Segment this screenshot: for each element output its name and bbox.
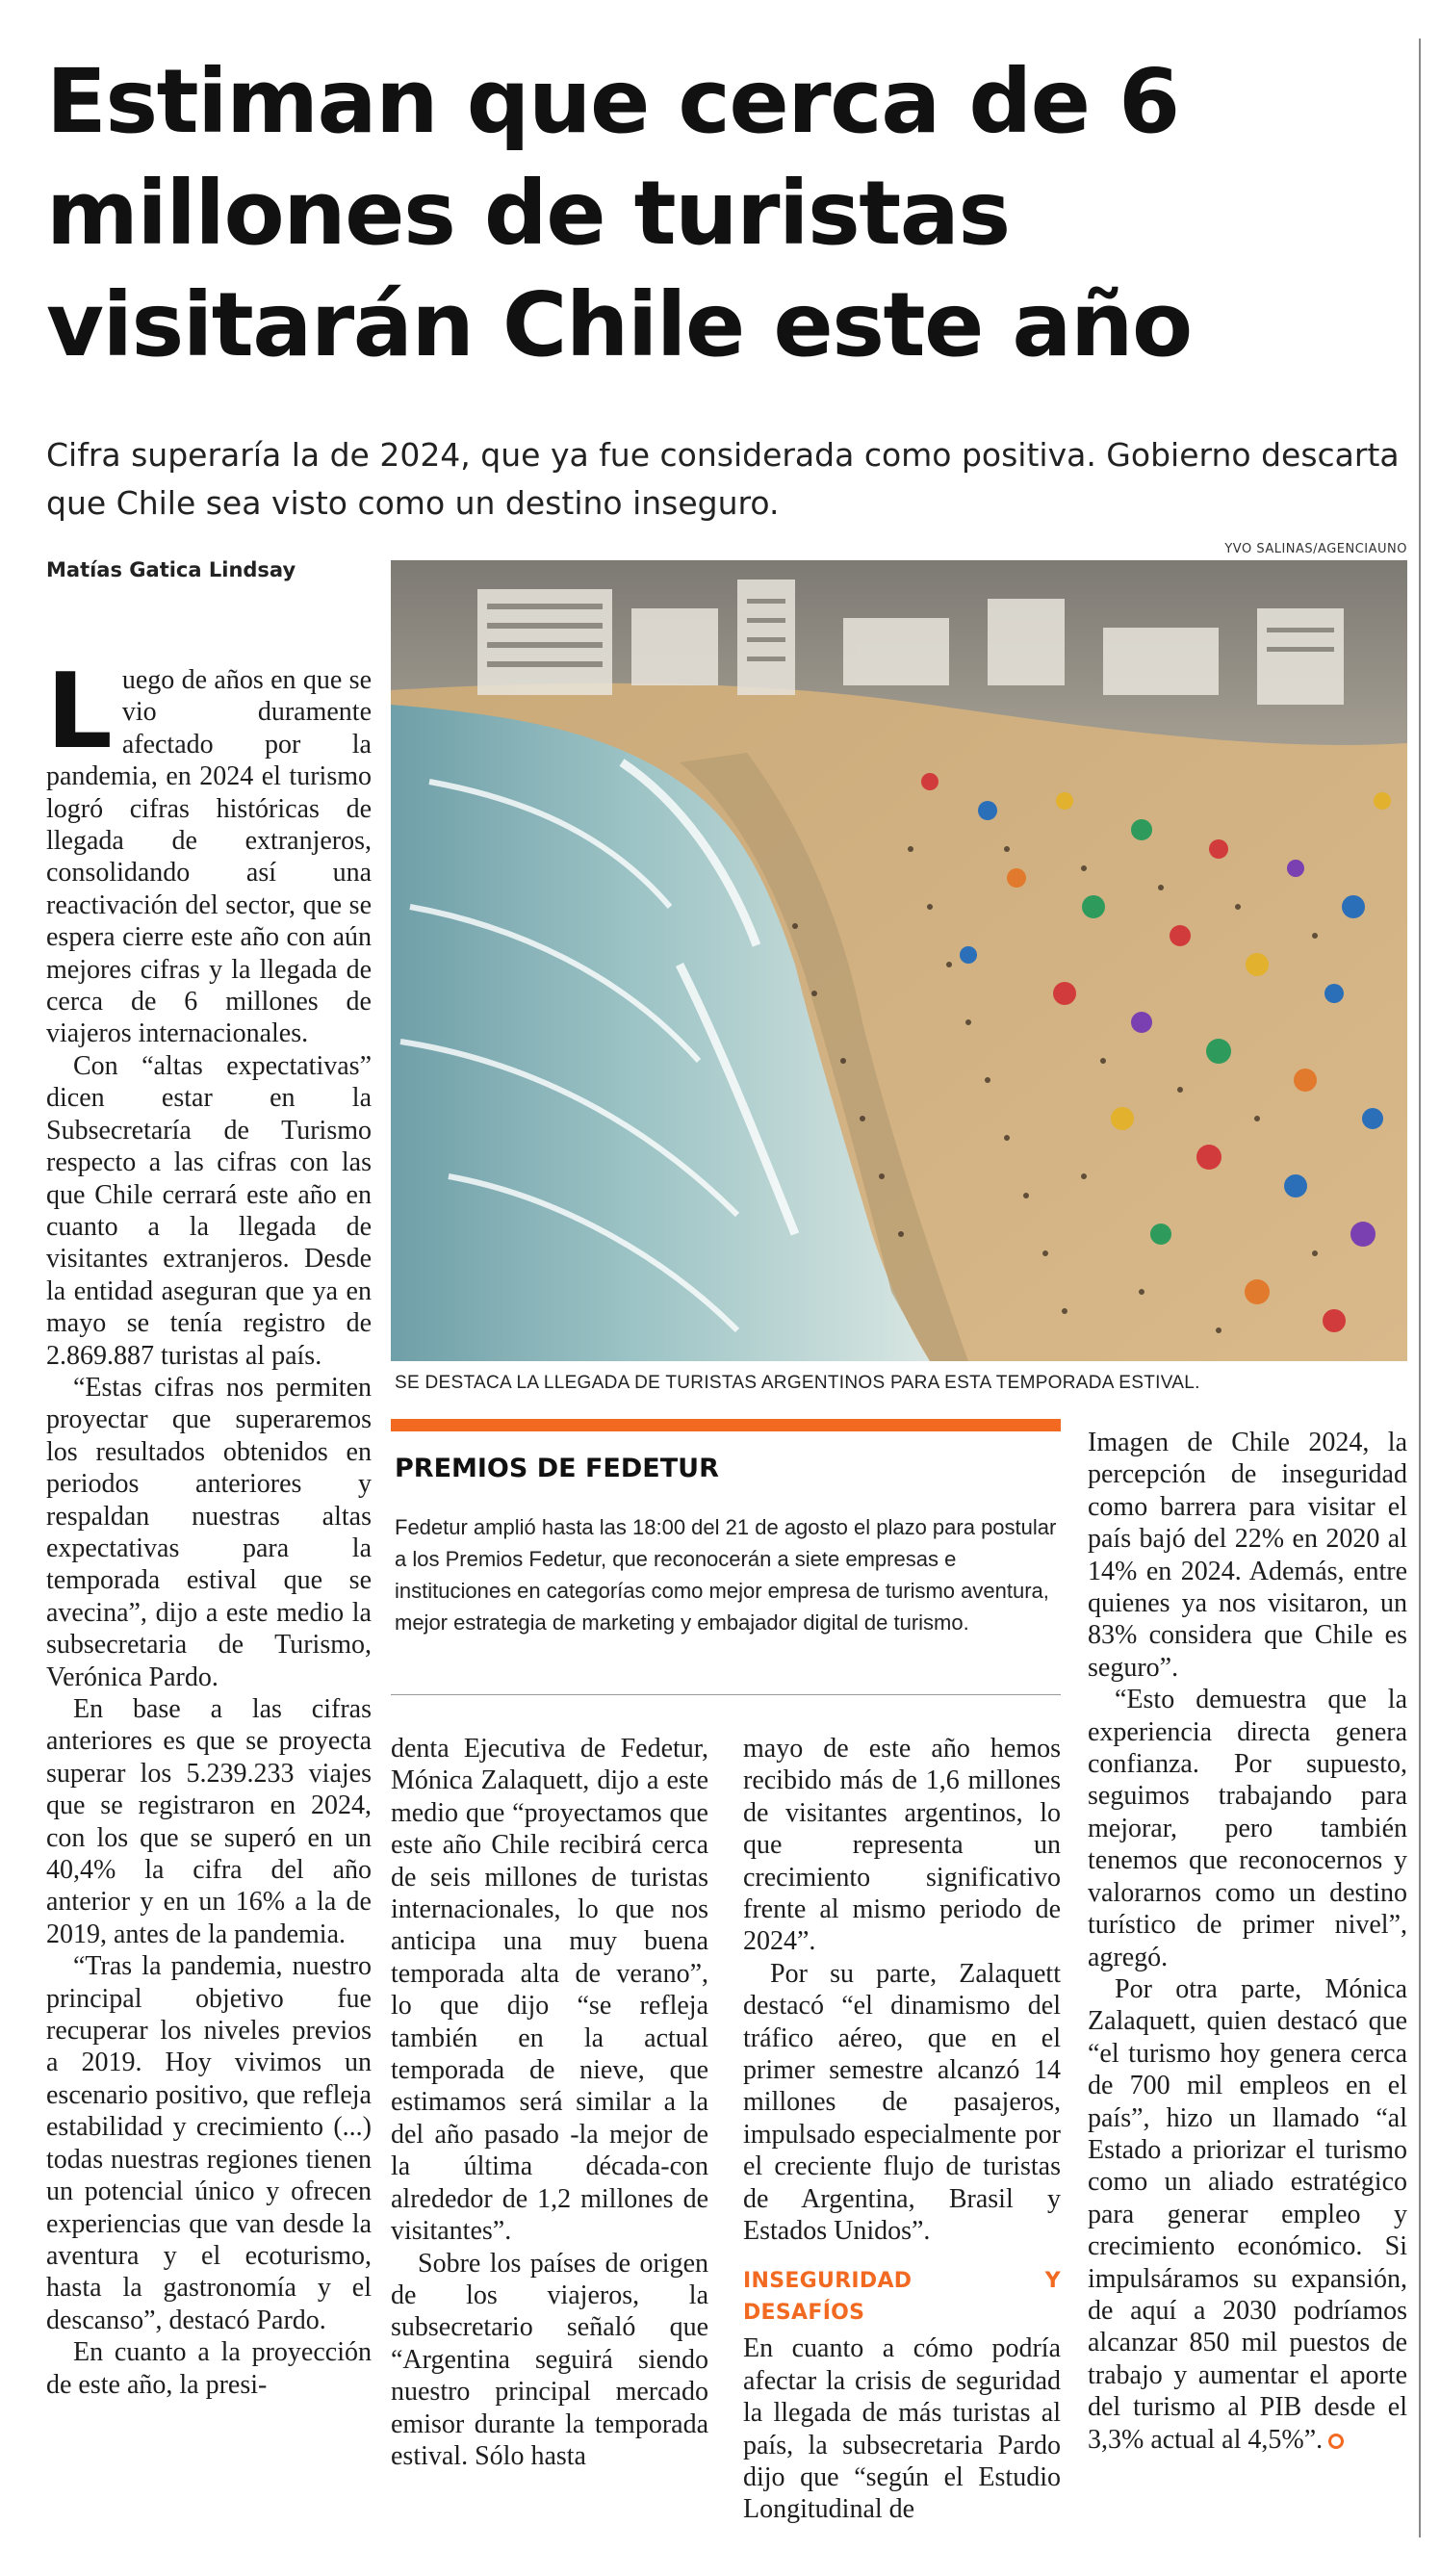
premios-fedetur-box bbox=[391, 1419, 1061, 1708]
headline: Estiman que cerca de 6 millones de turistas visitarán Chile este año bbox=[46, 50, 1192, 376]
photo-caption: SE DESTACA LA LLEGADA DE TURISTAS ARGENTINOS PARA ESTA TEMPORADA ESTIVAL. bbox=[395, 1373, 1200, 1393]
paragraph: “Tras la pandemia, nuestro principal objetivo fue recuperar los niveles previos a 2019. Hoy vivimos un escenario positivo, que refleja estabilidad y crecimiento (...) todas nuestras regiones tienen un potencial único y ofrecen experiencias que van desde la aventura y el ecoturismo, hasta la gastronomía y el descanso”, destacó Pardo. bbox=[46, 1951, 372, 2335]
beach-photo bbox=[391, 560, 1407, 1361]
paragraph: denta Ejecutiva de Fedetur, Mónica Zalaquett, dijo a este medio que “proyectamos que este año Chile recibirá cerca de seis millones de turistas internacionales, lo que nos anticipa una muy buena temporada alta de verano”, lo que dijo “se refleja también en la actual temporada de nieve, que estimamos será similar a la del año pasado -la mejor de la última década-con alrededor de 1,2 millones de visitantes”. bbox=[391, 1734, 708, 2247]
paragraph: “Estas cifras nos permiten proyectar que superaremos los resultados obtenidos en periodos anteriores y respaldan nuestras altas expectativas para la temporada estival que se avecina”, dijo a este medio la subsecretaria de Turismo, Verónica Pardo. bbox=[46, 1372, 372, 1692]
box-text: Fedetur amplió hasta las 18:00 del 21 de agosto el plazo para postular a los Premios Fedetur, que reconocerán a siete empresas e instituciones en categorías como mejor empresa de turismo aventura, mejor estrategia de marketing y embajador digital de turismo. bbox=[395, 1515, 1057, 1635]
paragraph: Con “altas expectativas” dicen estar en la Subsecretaría de Turismo respecto a las cifras con las que Chile cerrará este año en cuanto a la llegada de visitantes extranjeros. Desde la entidad aseguran que ya en mayo se tenía registro de 2.869.887 turistas al país. bbox=[46, 1050, 372, 1371]
paragraph: En cuanto a cómo podría afectar la crisis de seguridad la llegada de más turistas al país, la subsecretaria Pardo dijo que “según el Estudio Longitudinal de bbox=[743, 2333, 1061, 2525]
subhead: INSEGURIDAD Y DESAFÍOS bbox=[743, 2268, 1061, 2325]
page-edge-rule bbox=[1419, 39, 1421, 2537]
photo-credit: YVO SALINAS/AGENCIAUNO bbox=[1224, 542, 1407, 556]
dropcap: L bbox=[46, 652, 113, 772]
end-mark-icon bbox=[1328, 2434, 1344, 2449]
article-column-2 bbox=[391, 1733, 708, 2472]
article-column-4 bbox=[1088, 1427, 1407, 2456]
beach-scene-illustration bbox=[391, 560, 1407, 1361]
paragraph: Imagen de Chile 2024, la percepción de inseguridad como barrera para visitar el país bajó del 22% en 2020 al 14% en 2024. Además, entre quienes ya nos visitaron, un 83% considera que Chile es seguro”. bbox=[1088, 1428, 1407, 1683]
paragraph-text: uego de años en que se vio duramente afectado por la pandemia, en 2024 el turismo logró cifras históricas de llegada de extranjeros, consolidando así una reactivación del sector, que se espera cierre este año con aún mejores cifras y la llegada de cerca de 6 millones de viajeros internacionales. bbox=[46, 665, 372, 1049]
final-paragraph bbox=[1088, 1973, 1407, 2456]
paragraph: Sobre los países de origen de los viajeros, la subsecretario señaló que “Argentina seguirá siendo nuestro principal mercado emisor durante la temporada estival. Sólo hasta bbox=[391, 2248, 708, 2471]
paragraph-text: Por otra parte, Mónica Zalaquett, quien destacó que “el turismo hoy genera cerca de 700 mil empleos en el país”, hizo un llamado “al Estado a priorizar el turismo como un aliado estratégico para generar empleo y crecimiento económico. Si impulsáramos su expansión, de aquí a 2030 podríamos alcanzar 850 mil puestos de trabajo y aumentar el aporte del turismo al PIB desde el 3,3% actual al 4,5%”. bbox=[1088, 1973, 1407, 2455]
box-accent-bar bbox=[391, 1419, 1061, 1431]
paragraph: En base a las cifras anteriores es que se proyecta superar los 5.239.233 viajes que se registraron en 2024, con los que se superó en un 40,4% la cifra del año anterior y en un 16% a la de 2019, antes de la pandemia. bbox=[46, 1694, 372, 1949]
box-bottom-rule bbox=[391, 1694, 1061, 1695]
first-paragraph bbox=[46, 652, 372, 1050]
paragraph: “Esto demuestra que la experiencia directa genera confianza. Por supuesto, seguimos trabajando para mejorar, pero también tenemos que reconocernos y valorarnos como un destino turístico de primer nivel”, agregó. bbox=[1088, 1685, 1407, 1972]
paragraph: mayo de este año hemos recibido más de 1,6 millones de visitantes argentinos, lo que representa un crecimiento significativo frente al mismo periodo de 2024”. bbox=[743, 1734, 1061, 1957]
paragraph: En cuanto a la proyección de este año, la presi- bbox=[46, 2337, 372, 2400]
article-column-1 bbox=[46, 652, 372, 2401]
box-title: PREMIOS DE FEDETUR bbox=[395, 1454, 719, 1483]
deck: Cifra superaría la de 2024, que ya fue considerada como positiva. Gobierno descarta que Chile sea visto como un destino inseguro. bbox=[46, 436, 1400, 522]
paragraph: Por su parte, Zalaquett destacó “el dinamismo del tráfico aéreo, que en el primer semestre alcanzó 14 millones de pasajeros, impulsado especialmente por el creciente flujo de turistas de Argentina, Brasil y Estados Unidos”. bbox=[743, 1958, 1061, 2247]
article-column-3 bbox=[743, 1733, 1061, 2526]
byline: Matías Gatica Lindsay bbox=[46, 558, 296, 581]
